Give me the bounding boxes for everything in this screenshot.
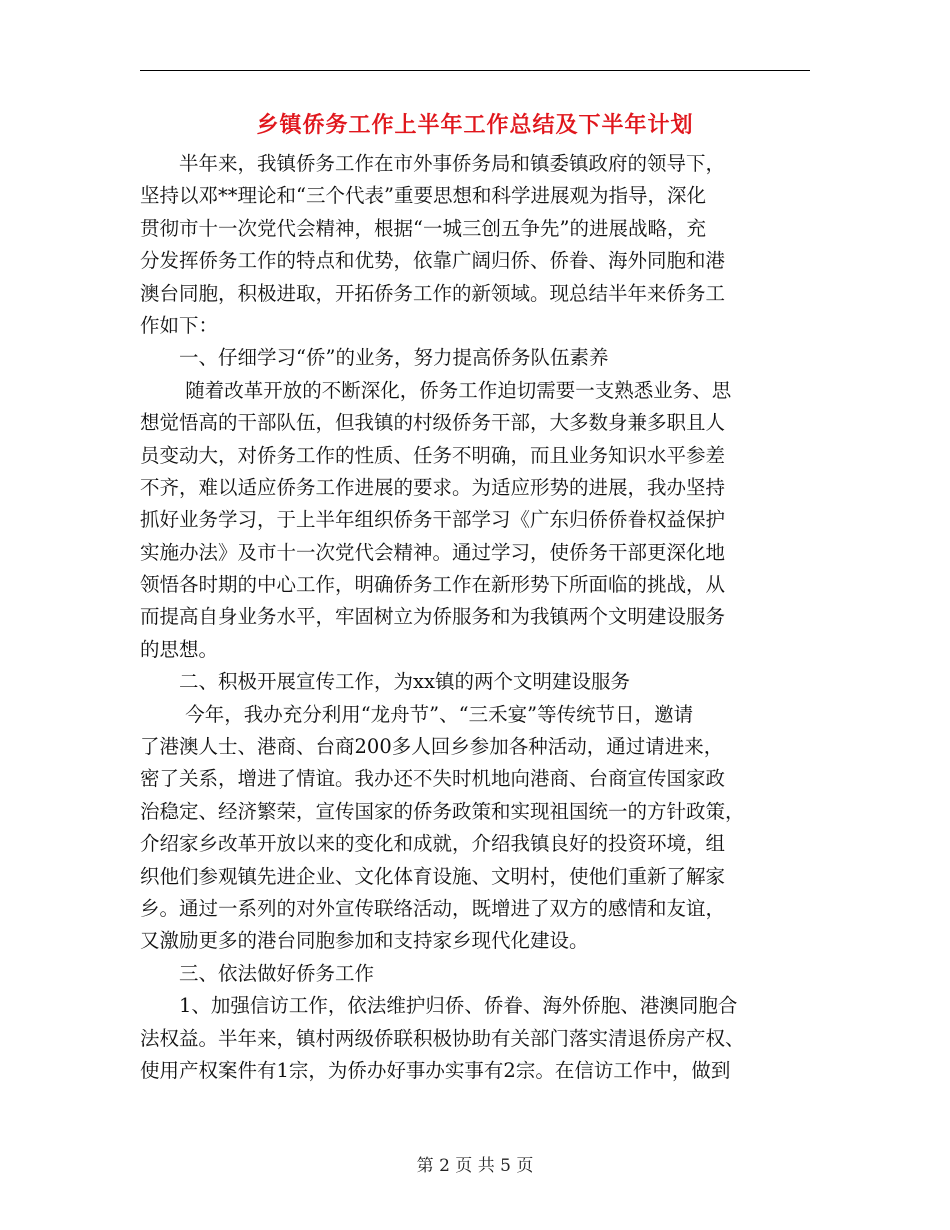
text-line: 抓好业务学习，于上半年组织侨务干部学习《广东归侨侨眷权益保护 [140, 508, 726, 532]
text-line: 想觉悟高的干部队伍，但我镇的村级侨务干部，大多数身兼多职且人 [140, 411, 726, 435]
text-line: 实施办法》及市十一次党代会精神。通过学习，使侨务干部更深化地 [140, 540, 726, 564]
text-line: 法权益。半年来，镇村两级侨联积极协助有关部门落实清退侨房产权、 [140, 1026, 745, 1050]
text-line: 而提高自身业务水平，牢固树立为侨服务和为我镇两个文明建设服务 [140, 605, 726, 629]
text-line: 员变动大，对侨务工作的性质、任务不明确，而且业务知识水平参差 [140, 443, 726, 467]
text-line: 密了关系，增进了情谊。我办还不失时机地向港商、台商宣传国家政 [140, 767, 726, 791]
section-heading: 三、依法做好侨务工作 [140, 961, 375, 985]
text-line: 乡。通过一系列的对外宣传联络活动，既增进了双方的感情和友谊， [140, 896, 726, 920]
text-line: 介绍家乡改革开放以来的变化和成就，介绍我镇良好的投资环境，组 [140, 832, 726, 856]
header-rule [140, 70, 810, 71]
section-heading: 二、积极开展宣传工作，为xx镇的两个文明建设服务 [140, 670, 630, 694]
document-title: 乡镇侨务工作上半年工作总结及下半年计划 [256, 112, 694, 138]
text-line: 贯彻市十一次党代会精神，根据“一城三创五争先”的进展战略，充 [140, 216, 706, 240]
text-line: 的思想。 [140, 637, 219, 661]
text-line: 今年，我办充分利用“龙舟节”、“三禾宴”等传统节日，邀请 [140, 702, 694, 726]
text-line: 不齐，难以适应侨务工作进展的要求。为适应形势的进展，我办坚持 [140, 475, 726, 499]
section-heading: 一、仔细学习“侨”的业务，努力提高侨务队伍素养 [140, 346, 609, 370]
text-line: 随着改革开放的不断深化，侨务工作迫切需要一支熟悉业务、思 [140, 378, 732, 402]
text-line: 了港澳人士、港商、台商200多人回乡参加各种活动，通过请进来， [140, 735, 724, 759]
text-line: 治稳定、经济繁荣，宣传国家的侨务政策和实现祖国统一的方针政策， [140, 799, 745, 823]
text-line: 坚持以邓**理论和“三个代表”重要思想和科学进展观为指导，深化 [140, 184, 706, 208]
text-line: 半年来，我镇侨务工作在市外事侨务局和镇委镇政府的领导下， [140, 152, 726, 175]
text-line: 织他们参观镇先进企业、文化体育设施、文明村，使他们重新了解家 [140, 864, 726, 888]
page-number-footer: 第 2 页 共 5 页 [416, 1156, 534, 1176]
text-line: 1、加强信访工作，依法维护归侨、侨眷、海外侨胞、港澳同胞合 [140, 994, 738, 1018]
document-body [140, 148, 812, 1087]
text-line: 使用产权案件有1宗，为侨办好事办实事有2宗。在信访工作中，做到 [140, 1058, 731, 1082]
text-line: 作如下： [140, 313, 219, 337]
text-line: 分发挥侨务工作的特点和优势，依靠广阔归侨、侨眷、海外同胞和港 [140, 249, 726, 273]
text-line: 澳台同胞，积极进取，开拓侨务工作的新领域。现总结半年来侨务工 [140, 281, 726, 305]
text-line: 领悟各时期的中心工作，明确侨务工作在新形势下所面临的挑战，从 [140, 573, 726, 597]
text-line: 又激励更多的港台同胞参加和支持家乡现代化建设。 [140, 929, 589, 953]
